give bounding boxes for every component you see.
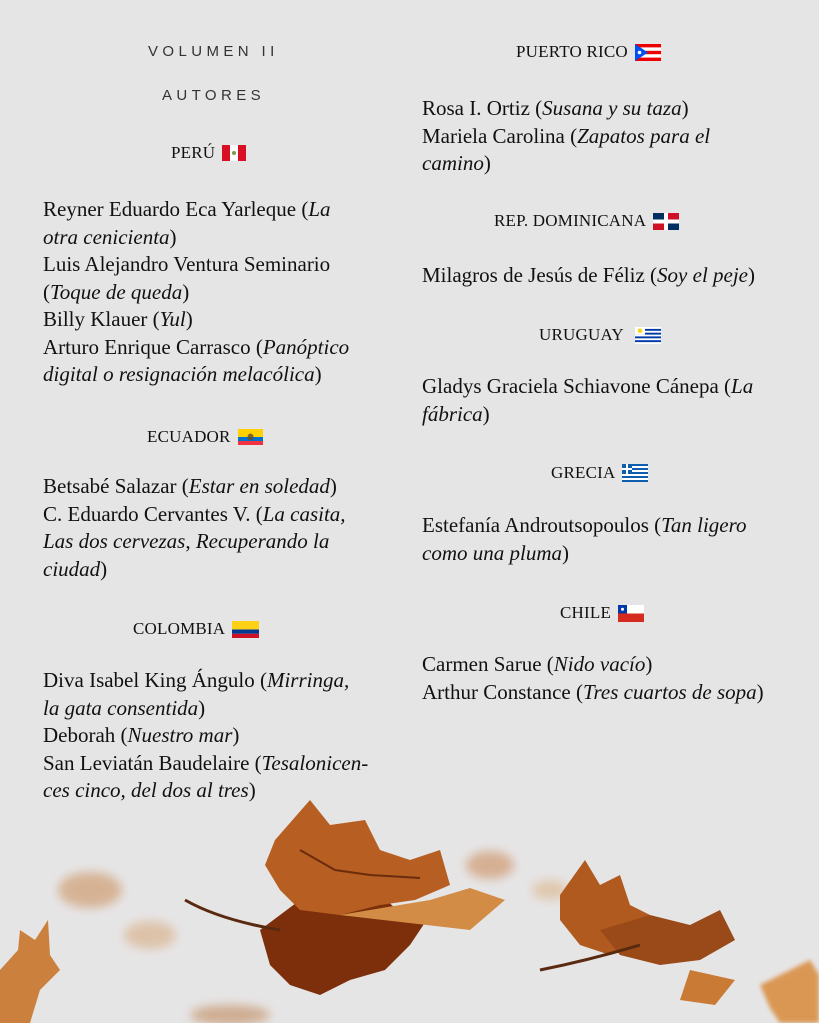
author-list-rep-dominicana [422,262,755,290]
section-title: GRECIA [551,463,616,482]
volume-label: VOLUMEN II [148,43,279,60]
section-title: COLOMBIA [133,619,226,638]
chile-flag-icon [618,605,644,622]
list-item: Reyner Eduardo Eca Yarleque (La otra cenicienta) [43,197,331,249]
list-item: Rosa I. Ortiz (Susana y su taza) [422,96,689,120]
section-title: REP. DOMINICANA [494,211,647,230]
list-item: Diva Isabel King Ángulo (Mirringa, la gata consentida) [43,668,350,720]
author-list-ecuador [43,473,346,583]
section-heading-ecuador [147,427,263,447]
list-item: Carmen Sarue (Nido vacío) [422,652,653,676]
section-heading-colombia [133,619,259,639]
uruguay-flag-icon [635,327,661,344]
autumn-leaves-illustration [0,780,819,1023]
list-item: San Leviatán Baudelaire (Tesalonicen- ces cinco, del dos al tres) [43,750,369,802]
authors-label: AUTORES [162,87,266,104]
list-item: Billy Klauer (Yul) [43,307,193,331]
dominican-republic-flag-icon [653,213,679,230]
author-list-grecia [422,512,747,567]
section-heading-uruguay [539,325,661,345]
list-item: Luis Alejandro Ventura Seminario (Toque de queda) [43,252,331,304]
author-list-uruguay [422,373,753,428]
section-title: PERÚ [171,143,216,162]
list-item: C. Eduardo Cervantes V. (La casita, Las dos cervezas, Recuperando la ciudad) [43,501,346,581]
list-item: Estefanía Androutsopoulos (Tan ligero como una pluma) [422,513,747,565]
section-title: ECUADOR [147,427,231,446]
author-list-colombia [43,667,368,805]
section-title: PUERTO RICO [516,42,628,61]
section-title: URUGUAY [539,325,624,344]
section-title: CHILE [560,603,612,622]
section-heading-chile [560,603,644,623]
list-item: Deborah (Nuestro mar) [43,723,240,747]
list-item: Arturo Enrique Carrasco (Panóptico digital o resignación melacólica) [43,334,350,386]
list-item: Arthur Constance (Tres cuartos de sopa) [422,679,764,704]
author-list-peru [43,196,349,389]
author-list-puerto-rico [422,95,710,178]
list-item: Betsabé Salazar (Estar en soledad) [43,474,337,498]
peru-flag-icon [222,145,246,161]
list-item: Mariela Carolina (Zapatos para el camino) [422,123,711,175]
colombia-flag-icon [232,621,259,638]
leaf-icon [0,920,60,1023]
section-heading-rep-dominicana [494,211,679,231]
greece-flag-icon [622,464,648,482]
puerto-rico-flag-icon [635,44,661,61]
list-item: Gladys Graciela Schiavone Cánepa (La fábrica) [422,374,754,426]
ecuador-flag-icon [238,429,263,445]
list-item: Milagros de Jesús de Féliz (Soy el peje) [422,263,755,287]
section-heading-puerto-rico [516,42,661,62]
section-heading-peru [171,143,246,163]
author-list-chile [422,651,764,706]
section-heading-grecia [551,463,648,483]
